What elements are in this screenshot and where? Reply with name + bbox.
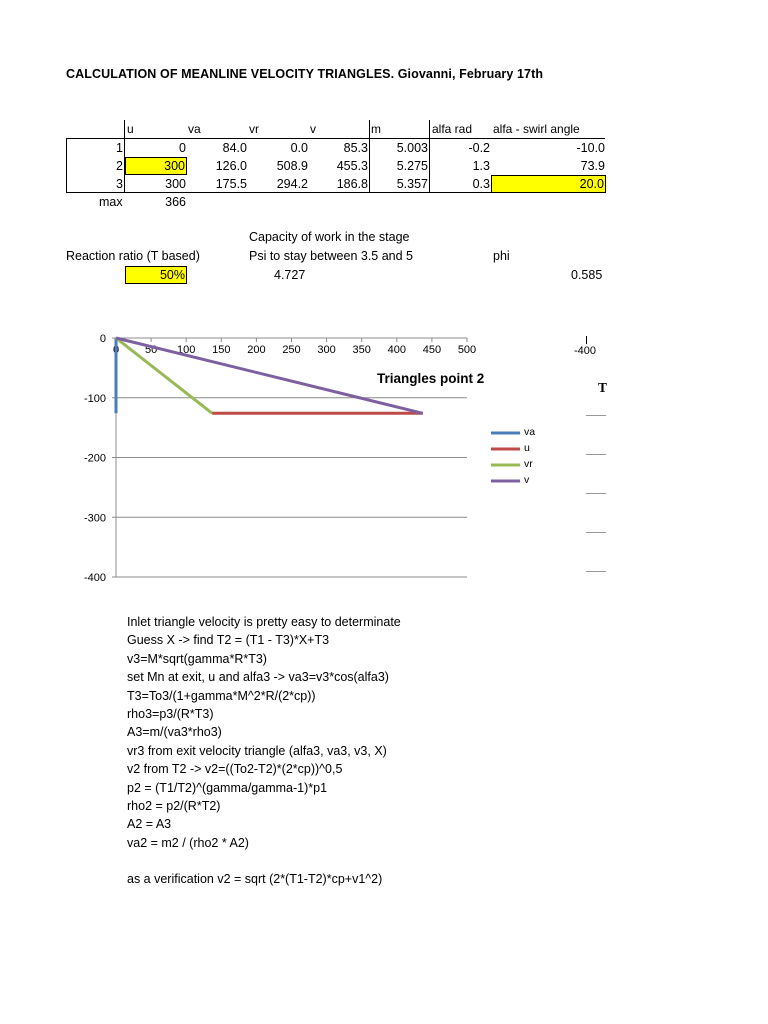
note-line: vr3 from exit velocity triangle (alfa3, va3, v3, X) [127,743,387,758]
note-line: v3=M*sqrt(gamma*R*T3) [127,651,267,666]
legend-label-u: u [524,442,530,454]
table-cell: 126.0 [215,159,247,173]
notes-block [127,613,401,889]
max-value: 366 [165,195,186,209]
x-tick-label: 100 [177,344,196,356]
second-chart-title: T [598,380,608,395]
table-cell: 1.3 [472,159,490,173]
x-tick-label: 0 [112,344,120,356]
table-cell: 5.275 [396,159,428,173]
capacity-label: Capacity of work in the stage [249,230,410,244]
x-tick-label: 450 [422,344,442,356]
table-cell: 300 [165,177,186,191]
chart-title: Triangles point 2 [377,371,485,386]
reaction-ratio-input[interactable]: 50% [125,266,187,284]
second-chart-tick: -400 [574,345,597,357]
table-cell: -10.0 [576,141,605,155]
x-tick-label: 250 [282,344,301,356]
table-cell: 84.0 [222,141,247,155]
phi-value: 0.585 [571,268,603,282]
table-cell: -0.2 [468,141,490,155]
table-cell: 0.3 [472,177,490,191]
note-line: A3=m/(va3*rho3) [127,725,222,740]
input-cell-u2[interactable]: 300 [125,157,187,175]
second-chart-gridline [586,532,606,533]
x-tick-label: 150 [212,344,231,356]
legend-label-vr: vr [524,458,533,470]
second-chart-gridline [586,493,606,494]
note-line: set Mn at exit, u and alfa3 -> va3=v3*cos(alfa3) [127,670,389,685]
reaction-ratio-label: Reaction ratio (T based) [66,249,200,263]
table-cell: 5.003 [396,141,428,155]
y-tick-label: 0 [99,333,106,345]
second-chart-gridline [586,454,606,455]
note-line: p2 = (T1/T2)^(gamma/gamma-1)*p1 [127,780,328,795]
note-line: A2 = A3 [127,817,172,832]
header-swirl-angle: alfa - swirl angle [493,122,580,136]
psi-value: 4.727 [274,268,306,282]
legend-label-v: v [524,474,530,486]
chart-legend [491,433,520,481]
max-label: max [99,195,123,209]
table-cell: 175.5 [215,177,247,191]
table-cell: 85.3 [343,141,368,155]
header-va: va [188,122,201,136]
row-label: 1 [116,141,123,155]
input-cell-swirl-angle3[interactable]: 20.0 [491,175,606,193]
x-tick-label: 350 [352,344,371,356]
header-alfa-rad: alfa rad [432,122,473,136]
x-tick-label: 300 [317,344,336,356]
x-tick-label: 200 [247,344,266,356]
note-line: va2 = m2 / (rho2 * A2) [127,835,249,850]
x-tick-label: 400 [387,344,406,356]
psi-label: Psi to stay between 3.5 and 5 [249,249,413,263]
header-m: m [371,122,381,136]
table-cell: 0.0 [290,141,308,155]
table-cell: 73.9 [580,159,605,173]
row-label: 3 [116,177,123,191]
table-cell: 5.357 [396,177,428,191]
x-tick-label: 500 [457,344,477,356]
note-line: Inlet triangle velocity is pretty easy to determinate [127,615,401,629]
second-chart-gridline [586,415,606,416]
header-u: u [127,122,134,136]
note-line: rho2 = p2/(R*T2) [127,798,221,813]
triangles-chart [0,320,520,590]
note-line: Guess X -> find T2 = (T1 - T3)*X+T3 [127,633,330,648]
note-line [127,852,401,870]
y-tick-label: -400 [83,572,106,584]
note-line: v2 from T2 -> v2=((To2-T2)*(2*cp))^0,5 [127,762,343,777]
header-v: v [310,122,316,136]
y-tick-label: -300 [83,512,106,525]
table-cell: 186.8 [336,177,368,191]
note-line: T3=To3/(1+gamma*M^2*R/(2*cp)) [127,688,316,703]
header-vr: vr [249,122,259,136]
note-line: as a verification v2 = sqrt (2*(T1-T2)*cp+v1^2) [127,872,383,887]
table-cell: 0 [179,141,186,155]
x-tick-label: 50 [144,344,158,356]
y-tick-label: -100 [83,392,106,405]
table-cell: 508.9 [276,159,308,173]
second-chart-gridline [586,571,606,572]
table-cell: 455.3 [336,159,368,173]
chart-gridlines [116,398,467,577]
y-tick-label: -200 [83,452,106,465]
legend-label-va: va [524,426,536,438]
table-cell: 294.2 [276,177,308,191]
phi-label: phi [493,249,510,263]
page-title: CALCULATION OF MEANLINE VELOCITY TRIANGLES. Giovanni, February 17th [66,67,544,81]
note-line: rho3=p3/(R*T3) [127,706,214,721]
row-label: 2 [116,159,123,173]
